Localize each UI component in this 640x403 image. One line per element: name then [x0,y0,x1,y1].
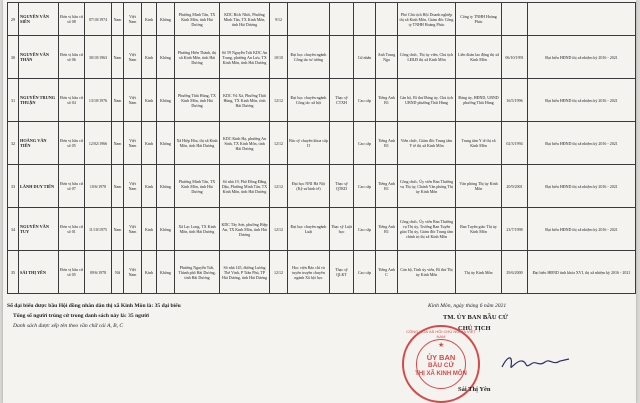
cell-hoc-vi [330,122,354,165]
cell-ngay-vao-dang: 02/3/1994 [502,122,528,165]
cell-ton-giao: Không [157,122,175,165]
cell-ho-ten: HOÀNG VĂN TIẾN [19,122,59,165]
cell-don-vi-bau-cu: Đơn vị bầu cử số 06 [59,36,85,79]
cell-ngoai-ngu: Tiếng Anh B1 [376,122,398,165]
cell-ngay-sinh: 10/6/1978 [85,165,112,208]
cell-nghe-nghiep-chuc-vu: Công chức, Ủy viên Ban Thường vụ Thị ủy, Chánh Văn phòng Thị ủy Kinh Môn [398,165,456,208]
cell-ngay-vao-dang: 29/6/2000 [502,251,528,294]
cell-ly-luan-ct [354,3,376,36]
cell-nghe-nghiep-chuc-vu: Viên chức, Giám đốc Trung tâm Y tế thị xã Kinh Môn [398,122,456,165]
cell-gioi-tinh: Nam [112,122,124,165]
handwritten-signature [498,352,573,374]
cell-la-dbhdnd: Đại biểu HĐND thị xã nhiệm kỳ 2016 - 2021 [528,165,636,208]
cell-ngay-sinh: 09/6/1978 [85,251,112,294]
cell-noi-o: KDC Kinh Hạ, phường An Sinh, TX Kinh Môn, tỉnh Hải Dương [220,122,270,165]
table-row [8,251,636,294]
cell-ngoai-ngu: Tiếng Anh B1 [376,208,398,251]
cell-la-dbhdnd: Đại biểu HĐND tỉnh khóa XVI, thị xã nhiệm kỳ 2016 - 2021 [528,251,636,294]
cell-quoc-tich: Việt Nam [124,36,142,79]
date-line: Kinh Môn, ngày tháng 6 năm 2021 [428,303,507,309]
cell-dan-toc: Kinh [142,122,157,165]
cell-ton-giao: Không [157,3,175,36]
cell-ho-ten: NGUYỄN VĂN THẢN [19,36,59,79]
cell-ngay-vao-dang: 23/7/1998 [502,208,528,251]
cell-ho-ten: NGUYỄN VĂN TUY [19,208,59,251]
cell-don-vi-bau-cu: Đơn vị bầu cử số 05 [59,251,85,294]
cell-que-quan: Phường Minh Tân, TX Kinh Môn, tỉnh Hải Dương [175,3,220,36]
cell-ton-giao: Không [157,208,175,251]
cell-que-quan: Xã Hiệp Hòa, thị xã Kinh Môn, tỉnh Hải Dương [175,122,220,165]
cell-gdpt: 10/10 [270,36,288,79]
cell-que-quan: Phường Minh Tân, TX Kinh Môn, tỉnh Hải Dương [175,165,220,208]
cell-stt: 33 [8,165,19,208]
cell-ngay-sinh: 12/02/1966 [85,122,112,165]
table-row [8,79,636,122]
cell-gdpt: 9/12 [270,3,288,36]
table-row [8,36,636,79]
table-row [8,165,636,208]
cell-la-dbhdnd: Đại biểu HĐND thị xã nhiệm kỳ 2016 - 2021 [528,36,636,79]
cell-dan-toc: Kinh [142,251,157,294]
cell-que-quan: Phường Hiến Thành, thị xã Kinh Môn, tỉnh Hải Dương [175,36,220,79]
cell-gdpt: 12/12 [270,122,288,165]
cell-chuyen-mon: Đại học chuyên ngành Luật [288,208,330,251]
cell-ho-ten: LÃNH DUY TIẾN [19,165,59,208]
cell-ton-giao: Không [157,36,175,79]
cell-hoc-vi: Thạc sỹ CTXH [330,79,354,122]
cell-chuyen-mon: Bác sỹ chuyên khoa cấp II [288,122,330,165]
cell-noi-lam-viec: Thị ủy Kinh Môn [456,251,502,294]
cell-quoc-tich: Việt Nam [124,251,142,294]
cell-nghe-nghiep-chuc-vu: Công chức, Ủy viên Ban Thường vụ Thị ủy, Trưởng Ban Tuyên giáo Thị ủy, Giám đốc Trung tâm chính trị thị xã Kinh Môn [398,208,456,251]
cell-quoc-tich: Việt Nam [124,79,142,122]
cell-que-quan: Phường Nguyễn Trãi, Thành phố Hải Dương, tỉnh Hải Dương [175,251,220,294]
cell-que-quan: Xã Lạc Long, TX Kinh Môn, tỉnh Hải Dương [175,208,220,251]
cell-ly-luan-ct: Cao cấp [354,251,376,294]
cell-ho-ten: NGUYỄN VĂN SIÊN [19,3,59,36]
cell-don-vi-bau-cu: Đơn vị bầu cử số 01 [59,208,85,251]
cell-quoc-tich: Việt Nam [124,165,142,208]
cell-la-dbhdnd: Đại biểu HĐND thị xã nhiệm kỳ 2016 - 2021 [528,122,636,165]
cell-nghe-nghiep-chuc-vu: Cán bộ, Tỉnh ủy viên, Bí thư Thị ủy Kinh Môn [398,251,456,294]
cell-chuyen-mon: Đại học NNI Hà Nội (Kỹ sư kinh tế) [288,165,330,208]
seal-line-1: ỦY BAN [426,353,456,362]
summary-winner-count: Tổng số người trúng cử trong danh sách này là: 35 người [13,313,149,319]
cell-noi-o: KDC Bích Nhôi, Phường Minh Tân, TX Kinh Môn, tỉnh Hải Dương [220,3,270,36]
cell-hoc-vi: Thạc sỹ QTKD [330,165,354,208]
cell-noi-o: Số 59 Nguyễn Trãi KDC An Trung, phường An Lưu, TX Kinh Môn, tỉnh Hải Dương [220,36,270,79]
cell-dan-toc: Kinh [142,36,157,79]
cell-stt: 32 [8,122,19,165]
cell-ly-luan-ct: Cử nhân [354,36,376,79]
cell-dan-toc: Kinh [142,79,157,122]
cell-nghe-nghiep-chuc-vu: Công chức, Thị ủy viên, Chủ tịch LĐLĐ thị xã Kinh Môn [398,36,456,79]
cell-noi-lam-viec: Trung tâm Y tế thị xã Kinh Môn [456,122,502,165]
cell-stt: 31 [8,79,19,122]
cell-ly-luan-ct: Cao cấp [354,208,376,251]
cell-noi-o: Số nhà 19, Phố Đồng Đẳng Dậu, Phường Minh Tân, TX Kinh Môn, tỉnh Hải Dương [220,165,270,208]
cell-gdpt: 12/12 [270,208,288,251]
cell-noi-lam-viec: Liên đoàn lao động thị xã Kinh Môn [456,36,502,79]
cell-ly-luan-ct: Cao cấp [354,165,376,208]
cell-ly-luan-ct: Cao cấp [354,122,376,165]
document-page [3,0,636,403]
table-body [8,3,636,294]
cell-gioi-tinh: Nam [112,36,124,79]
cell-chuyen-mon: Đại học chuyên ngành Công tác tư tưởng [288,36,330,79]
cell-dan-toc: Kinh [142,3,157,36]
cell-dan-toc: Kinh [142,208,157,251]
cell-que-quan: Phường Thất Hùng, TX Kinh Môn, tỉnh Hải Dương [175,79,220,122]
cell-hoc-vi: Thạc sỹ QLKT [330,251,354,294]
cell-la-dbhdnd [528,3,636,36]
cell-noi-o: KDC Vũ Xá, Phường Thất Hùng, TX Kinh Môn, tỉnh Hải Dương [220,79,270,122]
cell-don-vi-bau-cu: Đơn vị bầu cử số 08 [59,3,85,36]
cell-hoc-vi: Thạc sỹ Luật học [330,208,354,251]
cell-ngay-sinh: 13/10/1976 [85,79,112,122]
cell-gioi-tinh: Nữ [112,251,124,294]
cell-ngoai-ngu: Tiếng Anh B1 [376,79,398,122]
cell-ngay-sinh: 30/10/1963 [85,36,112,79]
candidate-table [7,2,636,294]
cell-la-dbhdnd: Đại biểu HĐND thị xã nhiệm kỳ 2016 - 2021 [528,79,636,122]
table-row [8,122,636,165]
cell-don-vi-bau-cu: Đơn vị bầu cử số 05 [59,122,85,165]
cell-quoc-tich: Việt Nam [124,208,142,251]
cell-noi-lam-viec: Văn phòng Thị ủy Kinh Môn [456,165,502,208]
cell-chuyen-mon: Đại học chuyên ngành Công tác xã hội [288,79,330,122]
cell-noi-o: KDC Tây Sơn, phường Hiệp An, TX Kinh Môn, tỉnh Hải Dương [220,208,270,251]
cell-ngay-vao-dang [502,3,528,36]
seal-line-2: BẦU CỬ [428,362,454,369]
cell-gioi-tinh: Nam [112,3,124,36]
cell-gioi-tinh: Nam [112,165,124,208]
cell-la-dbhdnd: Đại biểu HĐND thị xã nhiệm kỳ 2016 - 2021 [528,208,636,251]
cell-ngoai-ngu: Tiếng Anh B1 [376,165,398,208]
cell-ton-giao: Không [157,251,175,294]
cell-ngay-sinh: 07/10/1974 [85,3,112,36]
cell-don-vi-bau-cu: Đơn vị bầu cử số 04 [59,79,85,122]
org-title: TM. ỦY BAN BẦU CỬ [443,314,509,321]
cell-quoc-tich: Việt Nam [124,3,142,36]
cell-hoc-vi [330,36,354,79]
cell-ngay-sinh: 11/10/1975 [85,208,112,251]
cell-stt: 30 [8,36,19,79]
cell-ngay-vao-dang: 20/9/2001 [502,165,528,208]
cell-quoc-tich: Việt Nam [124,122,142,165]
cell-ngay-vao-dang: 06/10/1991 [502,36,528,79]
signer-name: Sái Thị Yên [458,386,491,393]
cell-ton-giao: Không [157,79,175,122]
cell-stt: 35 [8,251,19,294]
cell-noi-lam-viec: Ban Tuyên giáo Thị ủy Kinh Môn [456,208,502,251]
cell-ly-luan-ct: Cao cấp [354,79,376,122]
cell-stt: 34 [8,208,19,251]
cell-hoc-vi [330,3,354,36]
cell-ngoai-ngu [376,3,398,36]
table-row [8,3,636,36]
cell-noi-lam-viec: Đảng ủy, HĐND, UBND phường Thất Hùng [456,79,502,122]
cell-ngoai-ngu: Tiếng Anh C [376,251,398,294]
cell-ho-ten: NGUYỄN TRUNG THUẬN [19,79,59,122]
cell-noi-o: Số nhà 145, đường Lương Thế Vinh, P Trần Phú, TP Hải Dương, tỉnh Hải Dương [220,251,270,294]
position-title: CHỦ TỊCH [458,325,491,332]
cell-ngay-vao-dang: 16/5/1996 [502,79,528,122]
cell-ho-ten: SÁI THỊ YÊN [19,251,59,294]
summary-elected-count: Số đại biểu được bầu Hội đồng nhân dân thị xã Kinh Môn là: 35 đại biểu [7,303,181,309]
cell-stt: 29 [8,3,19,36]
seal-line-3: THỊ XÃ KINH MÔN [415,371,467,377]
cell-gdpt: 12/12 [270,79,288,122]
cell-chuyen-mon [288,3,330,36]
cell-don-vi-bau-cu: Đơn vị bầu cử số 07 [59,165,85,208]
cell-gdpt: 12/12 [270,165,288,208]
cell-chuyen-mon: Học viện Báo chí và tuyên truyền chuyên ngành Xã hội học [288,251,330,294]
cell-nghe-nghiep-chuc-vu: Cán bộ, Bí thư Đảng ủy, Chủ tịch UBND phường Thất Hùng [398,79,456,122]
cell-ton-giao: Không [157,165,175,208]
cell-nghe-nghiep-chuc-vu: Phó Chủ tịch Hội Doanh nghiệp thị xã Kinh Môn, Giám đốc Công ty TNHH Hoàng Phúc [398,3,456,36]
sort-note: Danh sách được xếp tên theo vần chữ cái A, B, C [13,323,124,329]
seal-ring-text: CỘNG HÒA XÃ HỘI CHỦ NGHĨA VIỆT NAM [406,329,476,339]
cell-dan-toc: Kinh [142,165,157,208]
cell-gioi-tinh: Nam [112,79,124,122]
cell-noi-lam-viec: Công ty TNHH Hoàng Phúc [456,3,502,36]
table-row [8,208,636,251]
cell-ngoai-ngu: Anh Trung Nga [376,36,398,79]
seal-star-icon: ★ [438,341,445,349]
cell-gioi-tinh: Nam [112,208,124,251]
cell-gdpt: 12/12 [270,251,288,294]
